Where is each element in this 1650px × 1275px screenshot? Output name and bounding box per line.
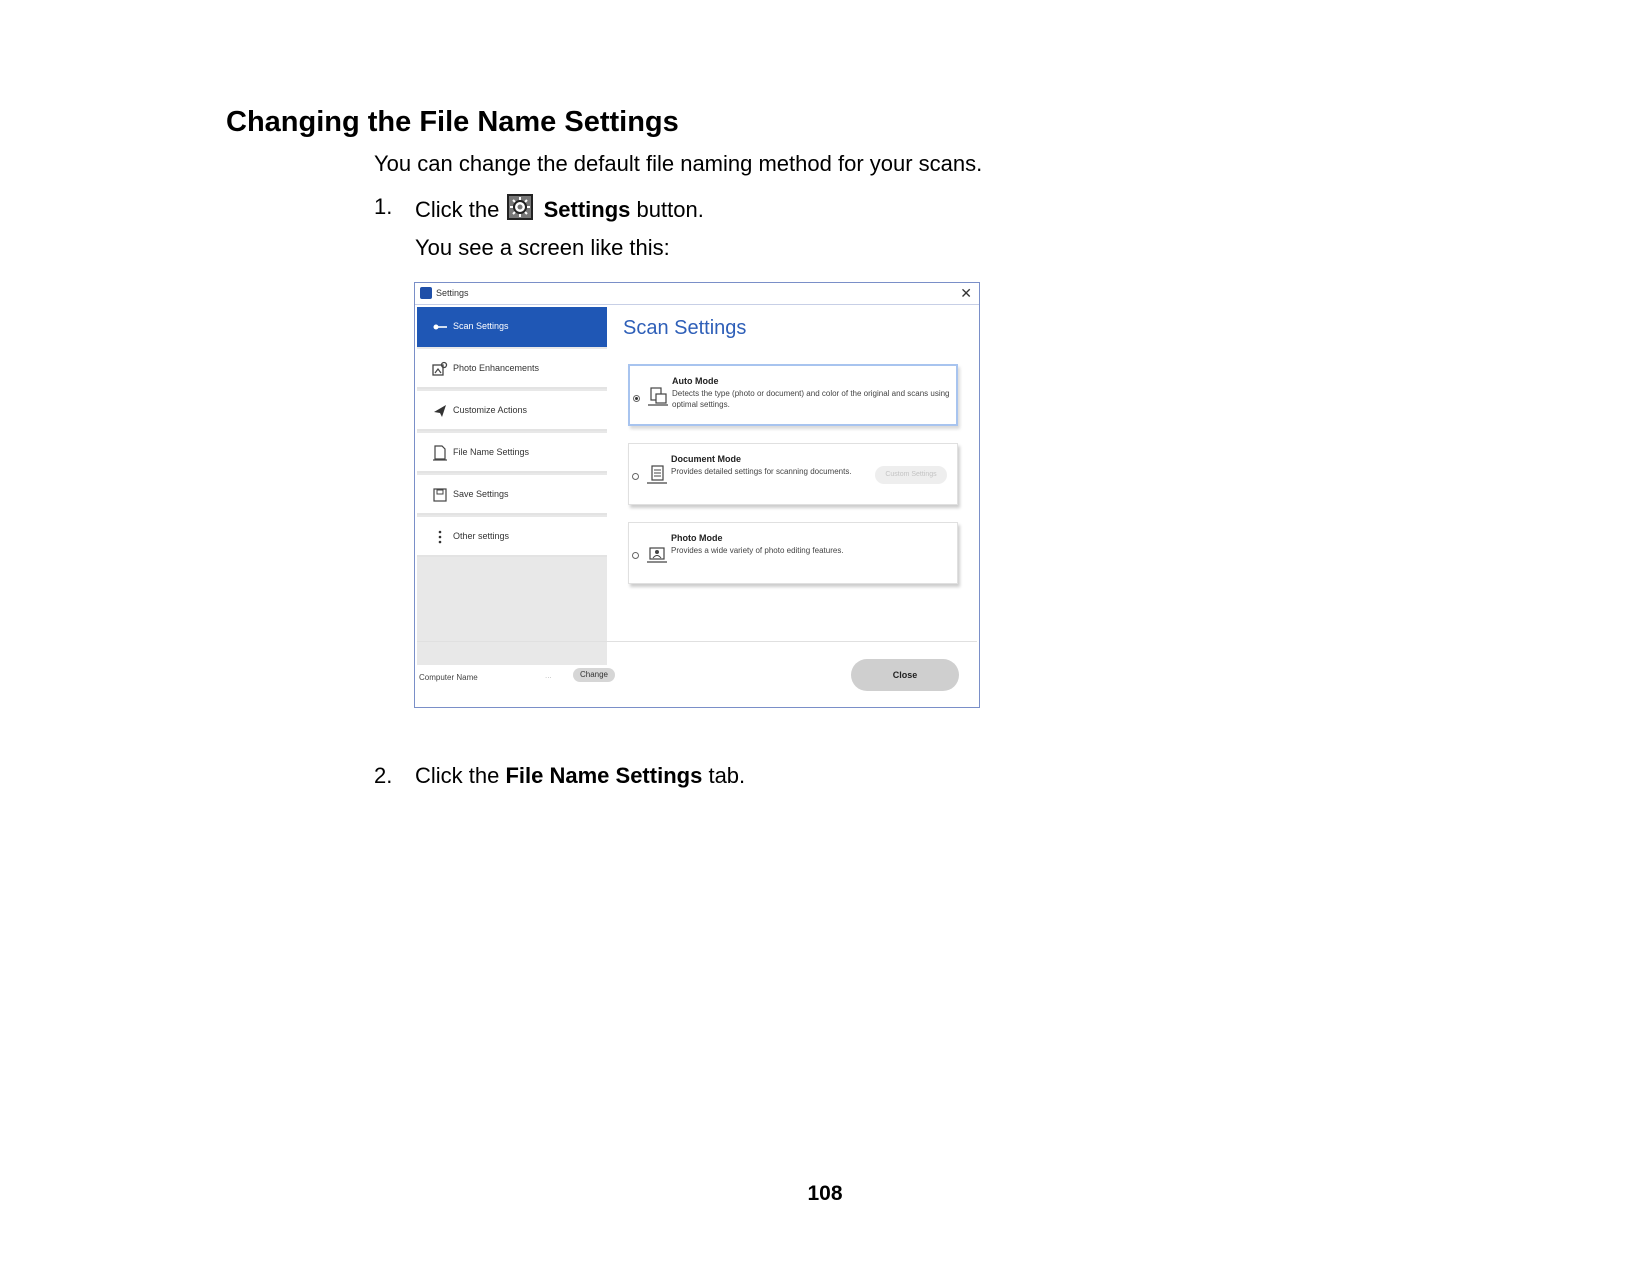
step-number: 2. xyxy=(374,763,393,788)
step-2 xyxy=(0,763,1650,793)
step-1 xyxy=(0,194,1650,224)
tab-label: Save Settings xyxy=(453,489,509,499)
tab-label: Photo Enhancements xyxy=(453,363,540,373)
save-icon xyxy=(432,487,448,503)
page-heading: Changing the File Name Settings xyxy=(226,106,679,138)
step-bold: File Name Settings xyxy=(505,763,703,788)
tab-customize-actions[interactable] xyxy=(417,391,607,431)
computer-name-value: ... xyxy=(545,671,552,680)
auto-mode-icon xyxy=(648,386,668,406)
tab-label: Other settings xyxy=(453,531,510,541)
file-icon xyxy=(432,445,448,461)
change-button[interactable]: Change xyxy=(573,668,615,682)
app-icon xyxy=(420,287,432,299)
mode-title: Document Mode xyxy=(671,454,742,464)
scan-icon xyxy=(432,319,448,335)
photo-mode-radio[interactable] xyxy=(632,552,639,559)
tab-label: Scan Settings xyxy=(453,321,509,331)
step-suffix: tab. xyxy=(708,763,746,788)
step-prefix: Click the xyxy=(415,763,500,788)
tab-other-settings[interactable] xyxy=(417,517,607,557)
step-number: 1. xyxy=(374,194,393,219)
page-number: 108 xyxy=(807,1182,843,1205)
document-mode-card[interactable] xyxy=(628,443,958,505)
computer-name-label: Computer Name xyxy=(419,673,478,682)
tab-save-settings[interactable] xyxy=(417,475,607,515)
mode-title: Auto Mode xyxy=(672,376,719,386)
intro-paragraph: You can change the default file naming method for your scans. xyxy=(374,151,983,176)
close-button[interactable]: Close xyxy=(851,659,959,691)
photo-mode-card[interactable] xyxy=(628,522,958,584)
tab-label: Customize Actions xyxy=(453,405,528,415)
mode-description: Provides detailed settings for scanning documents. xyxy=(671,467,852,476)
send-icon xyxy=(432,403,448,419)
tab-scan-settings[interactable] xyxy=(417,307,607,347)
tab-label: File Name Settings xyxy=(453,447,530,457)
step-bold: Settings xyxy=(543,197,631,222)
auto-mode-radio[interactable] xyxy=(633,395,640,402)
step-text xyxy=(415,194,704,223)
tab-file-name-settings[interactable] xyxy=(417,433,607,473)
mode-description: Detects the type (photo or document) and color of the original and scans using optimal settings. xyxy=(672,389,950,409)
auto-mode-card[interactable] xyxy=(628,364,958,426)
photo-enhance-icon xyxy=(432,361,448,377)
mode-description: Provides a wide variety of photo editing features. xyxy=(671,546,844,555)
step-text xyxy=(415,763,745,789)
gear-icon xyxy=(507,194,533,220)
step-suffix: button. xyxy=(636,197,704,222)
document-mode-radio[interactable] xyxy=(632,473,639,480)
step-prefix: Click the xyxy=(415,197,500,222)
step-1-sub: You see a screen like this: xyxy=(415,235,670,260)
settings-sidebar xyxy=(417,307,607,665)
dialog-title: Settings xyxy=(436,288,469,298)
footer-divider xyxy=(417,641,977,642)
settings-dialog-screenshot xyxy=(414,282,980,708)
more-vertical-icon xyxy=(432,529,448,545)
photo-mode-icon xyxy=(647,543,667,563)
document-mode-icon xyxy=(647,464,667,484)
custom-settings-button[interactable]: Custom Settings xyxy=(875,466,947,484)
close-icon[interactable]: ✕ xyxy=(960,285,972,301)
main-title: Scan Settings xyxy=(623,317,747,339)
mode-title: Photo Mode xyxy=(671,533,723,543)
dialog-titlebar xyxy=(415,283,979,305)
tab-photo-enhancements[interactable] xyxy=(417,349,607,389)
